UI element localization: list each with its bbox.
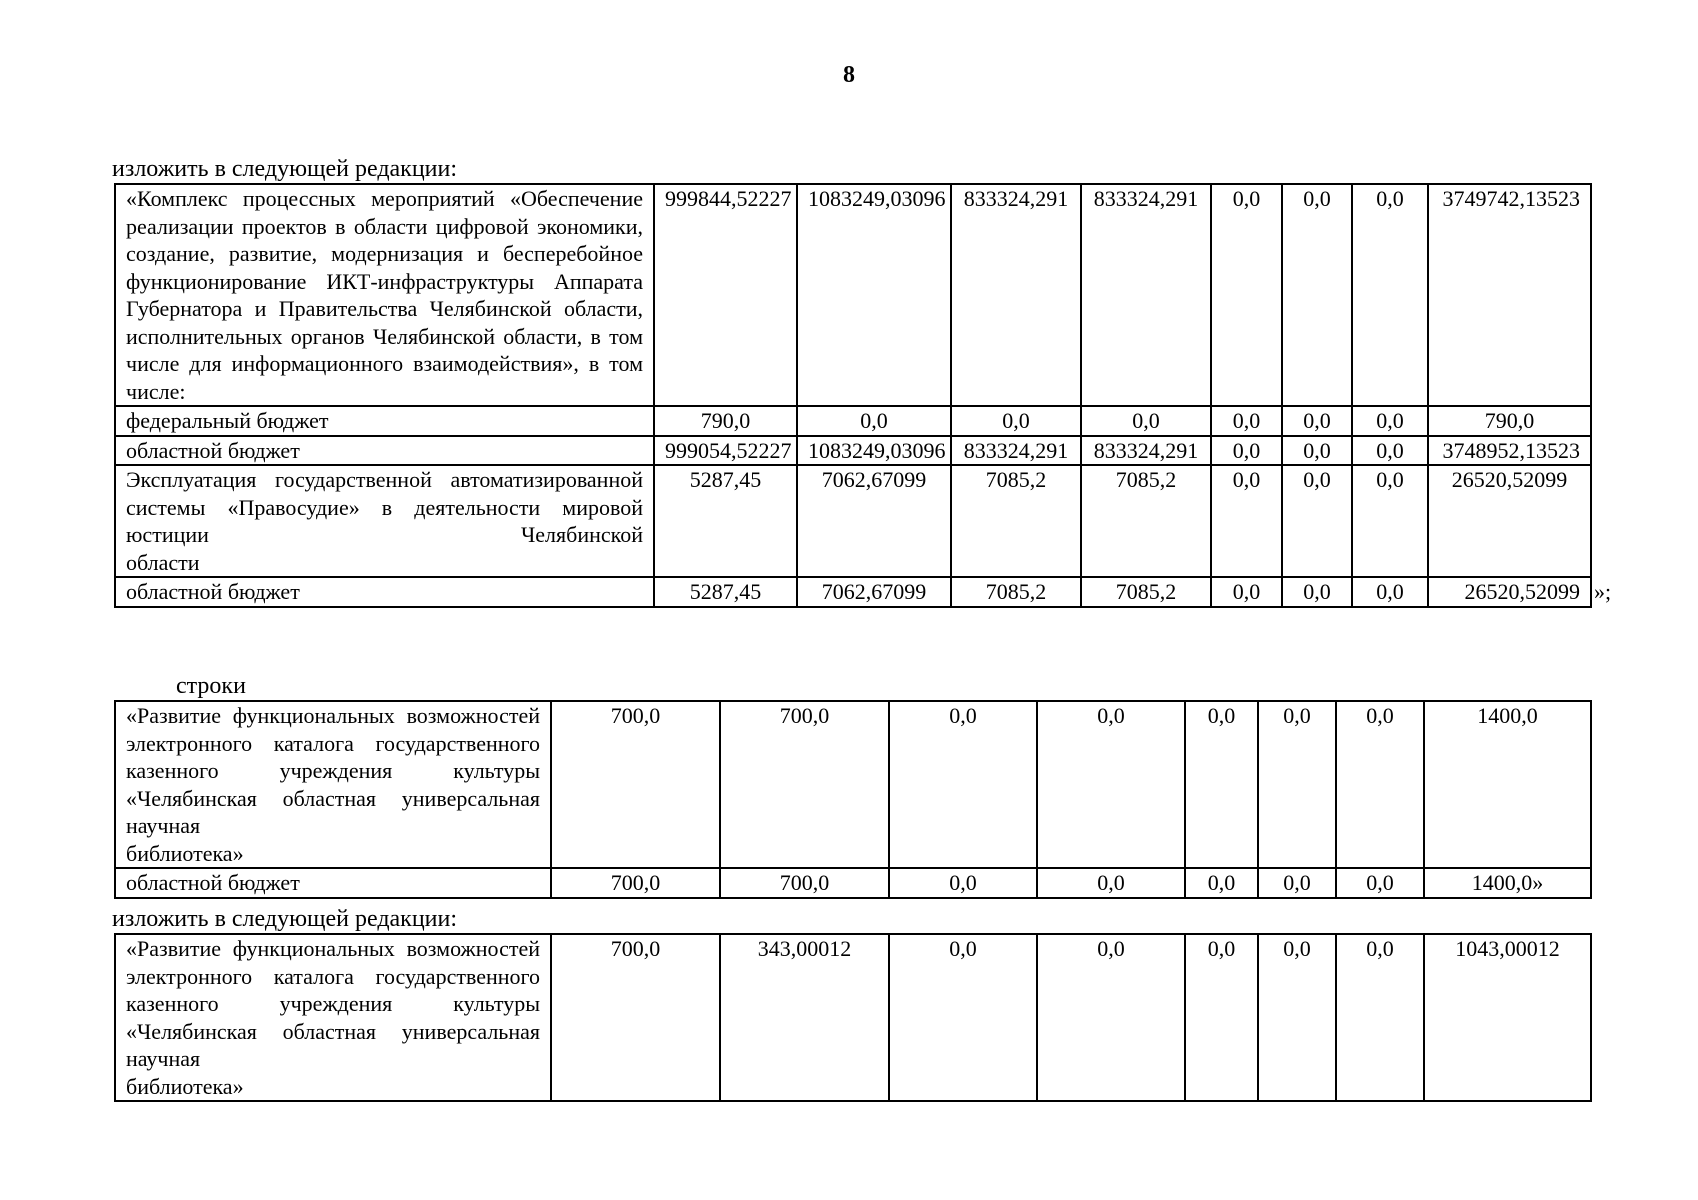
total-cell: 3749742,13523 xyxy=(1428,184,1591,406)
row-description: областной бюджет xyxy=(115,577,654,607)
value-cell: 0,0 xyxy=(1037,934,1185,1101)
value-cell: 0,0 xyxy=(1185,934,1258,1101)
value-cell: 700,0 xyxy=(720,868,889,898)
value-cell: 999844,52227 xyxy=(654,184,797,406)
value-cell: 0,0 xyxy=(1352,465,1428,577)
value-cell: 0,0 xyxy=(1336,868,1424,898)
row-description: «Комплекс процессных мероприятий «Обеспечение реализации проектов в области цифровой экономики, создание, развитие, модернизация и бесперебойное функционирование ИКТ-инфраструктуры Аппарата Губернатора и Правительства Челябинской области, исполнительных органов Челябинской области, в том числе для информационного взаимодействия», в том числе: xyxy=(115,184,654,406)
value-cell: 0,0 xyxy=(1282,465,1352,577)
value-cell: 790,0 xyxy=(654,406,797,436)
value-cell: 5287,45 xyxy=(654,577,797,607)
table-row xyxy=(115,868,1591,898)
value-cell: 0,0 xyxy=(1258,701,1336,868)
value-cell: 0,0 xyxy=(1081,406,1211,436)
total-cell: 1400,0 xyxy=(1424,701,1591,868)
row-description: областной бюджет xyxy=(115,436,654,466)
value-cell: 0,0 xyxy=(951,406,1081,436)
budget-table-1 xyxy=(114,183,1612,608)
value-cell: 0,0 xyxy=(1282,577,1352,607)
value-cell: 0,0 xyxy=(1336,701,1424,868)
value-cell: 833324,291 xyxy=(951,184,1081,406)
row-description: «Развитие функциональных возможностей электронного каталога государственного казенного учреждения культуры «Челябинская областная универсальная научная библиотека» xyxy=(115,934,551,1101)
value-cell: 700,0 xyxy=(720,701,889,868)
table-row xyxy=(115,701,1591,868)
value-cell: 7085,2 xyxy=(1081,577,1211,607)
value-cell: 700,0 xyxy=(551,701,720,868)
row-description: «Развитие функциональных возможностей электронного каталога государственного казенного учреждения культуры «Челябинская областная универсальная научная библиотека» xyxy=(115,701,551,868)
value-cell: 0,0 xyxy=(889,701,1037,868)
total-cell: 3748952,13523 xyxy=(1428,436,1591,466)
value-cell: 7062,67099 xyxy=(797,465,951,577)
value-cell: 0,0 xyxy=(889,934,1037,1101)
value-cell: 999054,52227 xyxy=(654,436,797,466)
value-cell: 0,0 xyxy=(1258,934,1336,1101)
table-row xyxy=(115,184,1591,406)
total-cell: 790,0 xyxy=(1428,406,1591,436)
value-cell: 0,0 xyxy=(1211,184,1282,406)
value-cell: 0,0 xyxy=(1185,868,1258,898)
value-cell: 0,0 xyxy=(1037,701,1185,868)
value-cell: 1083249,03096 xyxy=(797,436,951,466)
section-heading: изложить в следующей редакции: xyxy=(112,156,458,182)
total-cell: 1400,0» xyxy=(1424,868,1591,898)
value-cell: 833324,291 xyxy=(951,436,1081,466)
value-cell: 0,0 xyxy=(1282,406,1352,436)
budget-table-2 xyxy=(114,700,1592,899)
value-cell: 343,00012 xyxy=(720,934,889,1101)
table-row xyxy=(115,934,1591,1101)
row-description: Эксплуатация государственной автоматизированной системы «Правосудие» в деятельности мировой юстиции Челябинской области xyxy=(115,465,654,577)
value-cell: 0,0 xyxy=(1352,406,1428,436)
value-cell: 0,0 xyxy=(1352,577,1428,607)
value-cell: 7085,2 xyxy=(951,577,1081,607)
value-cell: 1083249,03096 xyxy=(797,184,951,406)
budget-table-3 xyxy=(114,933,1592,1102)
total-cell: 26520,52099 »; xyxy=(1428,577,1591,607)
value-cell: 700,0 xyxy=(551,868,720,898)
value-cell: 0,0 xyxy=(1211,406,1282,436)
value-cell: 0,0 xyxy=(1185,701,1258,868)
row-description: федеральный бюджет xyxy=(115,406,654,436)
value-cell: 7085,2 xyxy=(1081,465,1211,577)
value-cell: 0,0 xyxy=(1282,436,1352,466)
value-cell: 0,0 xyxy=(1282,184,1352,406)
value-cell: 833324,291 xyxy=(1081,184,1211,406)
value-cell: 0,0 xyxy=(1258,868,1336,898)
page-number: 8 xyxy=(843,62,855,88)
value-cell: 7062,67099 xyxy=(797,577,951,607)
row-description: областной бюджет xyxy=(115,868,551,898)
value-cell: 5287,45 xyxy=(654,465,797,577)
table-row xyxy=(115,465,1591,577)
value-cell: 833324,291 xyxy=(1081,436,1211,466)
table-row xyxy=(115,406,1591,436)
value-cell: 0,0 xyxy=(1211,577,1282,607)
closing-quote: »; xyxy=(1594,579,1612,604)
value-cell: 0,0 xyxy=(1037,868,1185,898)
value-cell: 7085,2 xyxy=(951,465,1081,577)
value-cell: 0,0 xyxy=(1211,436,1282,466)
value-cell: 0,0 xyxy=(797,406,951,436)
value-cell: 0,0 xyxy=(1211,465,1282,577)
value-cell: 700,0 xyxy=(551,934,720,1101)
section-heading: изложить в следующей редакции: xyxy=(112,906,458,932)
value-cell: 0,0 xyxy=(1352,184,1428,406)
section-heading: строки xyxy=(176,673,246,699)
table-row xyxy=(115,577,1591,607)
total-cell: 26520,52099 xyxy=(1428,465,1591,577)
table-row xyxy=(115,436,1591,466)
total-cell: 1043,00012 xyxy=(1424,934,1591,1101)
value-cell: 0,0 xyxy=(889,868,1037,898)
value-cell: 0,0 xyxy=(1336,934,1424,1101)
value-cell: 0,0 xyxy=(1352,436,1428,466)
